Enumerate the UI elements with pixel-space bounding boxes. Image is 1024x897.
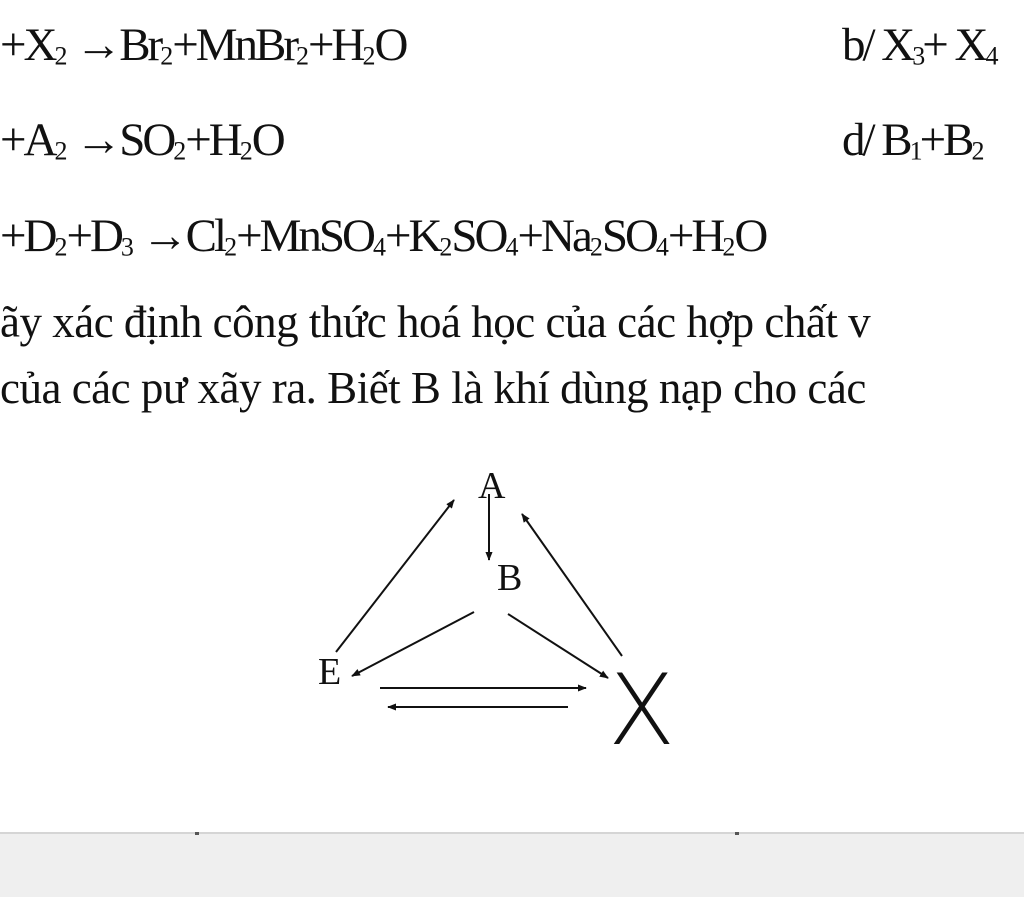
eq-a-sub: 2 (362, 41, 375, 71)
eq-a-part: →Br (66, 19, 161, 71)
eq-e-sub: 2 (224, 232, 237, 262)
eq-c-part: +A (0, 114, 55, 166)
eq-e-sub: 2 (54, 232, 67, 262)
eq-a-sub: 2 (296, 41, 308, 71)
eq-a-part: +H (308, 19, 363, 71)
eq-b-part: b/ X (842, 19, 913, 71)
page-bottom-bar (0, 832, 1024, 897)
eq-e-sub: 2 (589, 232, 602, 262)
eq-a-part: O (374, 19, 406, 71)
eq-e-part: O (734, 210, 766, 262)
node-a-label: A (478, 465, 506, 507)
eq-a-part: +X (0, 19, 55, 71)
eq-a-sub: 2 (54, 41, 67, 71)
edge-x-to-a (522, 514, 622, 656)
edge-e-to-a (336, 500, 454, 652)
eq-a-sub: 2 (160, 41, 173, 71)
eq-e-sub: 2 (722, 232, 735, 262)
edge-mark (195, 832, 199, 835)
eq-c-part: →SO (66, 114, 174, 166)
eq-d-part: d/ B (842, 114, 910, 166)
eq-b-part: + X (922, 19, 986, 71)
eq-a-part: +MnBr (172, 19, 296, 71)
paragraph-line-1: ãy xác định công thức hoá học của các hợp chất v (0, 297, 871, 347)
eq-b-sub: 4 (985, 41, 996, 71)
eq-e-part: +H (667, 210, 723, 262)
eq-e-part: +D (66, 210, 121, 262)
eq-c-part: O (251, 114, 283, 166)
eq-c-sub: 2 (239, 136, 252, 166)
node-e-label: E (318, 651, 342, 693)
eq-c-part: +H (185, 114, 240, 166)
eq-e-part: +D (0, 210, 55, 262)
node-x-label: X (608, 654, 676, 768)
eq-b-sub: 3 (912, 41, 923, 71)
eq-c-sub: 2 (54, 136, 67, 166)
eq-e-sub: 4 (655, 232, 668, 262)
edge-b-to-e (352, 612, 474, 676)
eq-e-part: +Na (517, 210, 590, 262)
eq-e-sub: 2 (439, 232, 452, 262)
node-b-label: B (497, 557, 523, 599)
eq-d-part: +B (919, 114, 972, 166)
eq-e-sub: 4 (505, 232, 518, 262)
eq-e-part: SO (601, 210, 656, 262)
eq-e-part: SO (451, 210, 506, 262)
eq-e-part: +MnSO (236, 210, 373, 262)
edge-mark (735, 832, 739, 835)
edge-b-to-x (508, 614, 608, 678)
eq-e-part: +K (384, 210, 440, 262)
eq-e-sub: 4 (372, 232, 385, 262)
paragraph-line-2: của các pư xãy ra. Biết B là khí dùng nạp cho các (0, 363, 866, 413)
eq-e-sub: 3 (120, 232, 133, 262)
eq-c-sub: 2 (173, 136, 186, 166)
eq-e-part: →Cl (132, 210, 225, 262)
eq-d-sub: 1 (909, 136, 920, 166)
eq-d-sub: 2 (971, 136, 982, 166)
